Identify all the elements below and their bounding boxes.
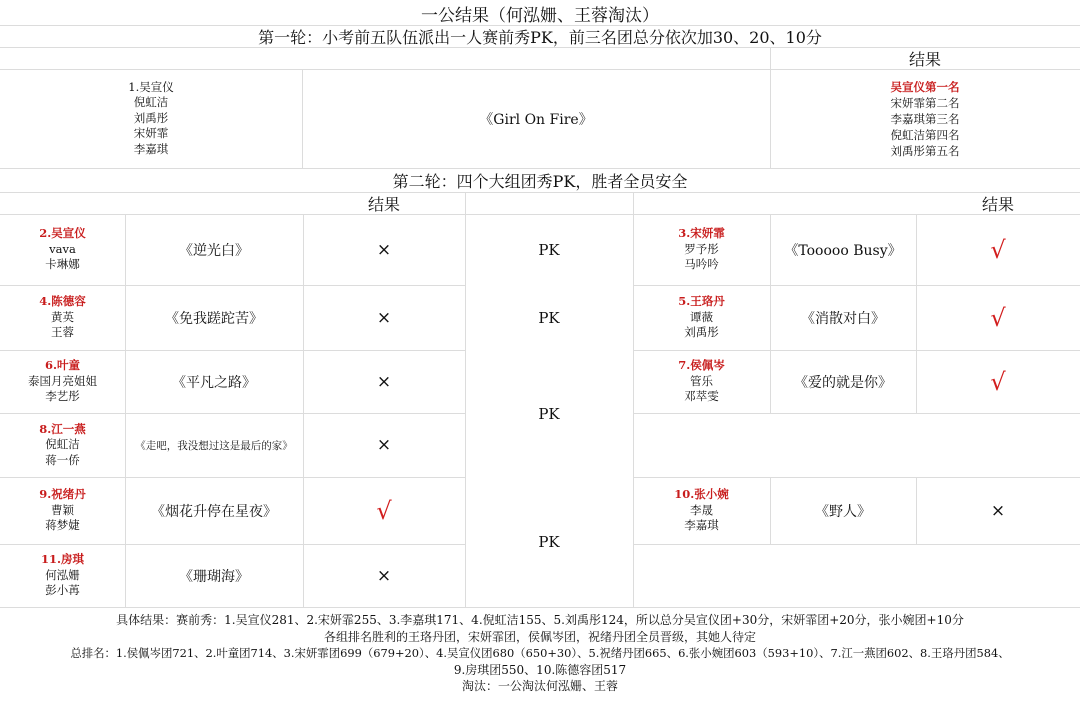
team-cell — [0, 413, 125, 477]
round2-result-label-left: 结果 — [367, 194, 400, 214]
participant: 1.吴宣仪 — [128, 79, 174, 94]
team-member: 蒋一侨 — [45, 452, 80, 467]
pk-label: PK — [538, 240, 560, 259]
ranking-item: 刘禹彤第五名 — [890, 143, 960, 158]
summary-line: 具体结果：赛前秀：1.吴宣仪281、2.宋妍霏255、3.李嘉琪171、4.倪虹洁155、5.刘禹彤124，所以总分吴宣仪团+30分，宋妍霏团+20分，张小婉团+10分 — [116, 613, 964, 627]
team-member: 黄英 — [50, 309, 74, 324]
team-member: 彭小苒 — [45, 583, 80, 598]
pk-label: PK — [538, 533, 560, 551]
team-member: 王蓉 — [50, 325, 74, 340]
team-cell — [633, 350, 770, 413]
team-song: 《野人》 — [815, 503, 871, 520]
team-leader: 8.江一燕 — [39, 421, 86, 436]
team-member: 罗予彤 — [684, 241, 719, 256]
participant: 宋妍霏 — [133, 126, 169, 141]
result-cross-icon: × — [376, 307, 392, 328]
team-member: 李嘉琪 — [684, 518, 719, 533]
team-leader: 10.张小婉 — [674, 487, 729, 502]
team-member: 泰国月亮姐姐 — [28, 373, 97, 388]
team-song: 《逆光白》 — [179, 242, 249, 259]
team-song: 《Tooooo Busy》 — [784, 242, 902, 259]
team-song: 《珊瑚海》 — [179, 568, 249, 585]
team-leader: 6.叶童 — [44, 358, 80, 373]
result-cross-icon: × — [376, 239, 392, 260]
result-check-icon: √ — [990, 303, 1006, 332]
ranking-item: 李嘉琪第三名 — [890, 111, 960, 126]
round2-result-label-right: 结果 — [981, 194, 1014, 214]
round2-title: 第二轮：四个大组团秀PK，胜者全员安全 — [392, 172, 688, 191]
result-check-icon: √ — [376, 496, 392, 525]
team-cell — [0, 477, 125, 544]
team-member: 马吟吟 — [684, 257, 719, 272]
team-leader: 5.王珞丹 — [678, 294, 725, 309]
team-cell — [633, 285, 770, 350]
team-cell — [633, 214, 770, 285]
team-leader: 3.宋妍霏 — [678, 226, 725, 241]
team-cell — [0, 350, 125, 413]
team-cell — [0, 285, 125, 350]
result-cross-icon: × — [990, 500, 1006, 521]
team-member: 卡琳娜 — [45, 257, 80, 272]
team-song: 《爱的就是你》 — [794, 374, 892, 391]
summary-footer — [0, 612, 1080, 716]
team-song: 《平凡之路》 — [172, 374, 256, 391]
team-cell — [633, 477, 770, 544]
team-member: 李艺彤 — [45, 389, 80, 404]
team-cell — [0, 544, 125, 607]
team-song: 《免我蹉跎苦》 — [165, 310, 263, 327]
team-leader: 11.房琪 — [40, 552, 84, 567]
result-check-icon: √ — [990, 235, 1006, 264]
team-leader: 9.祝绪丹 — [39, 487, 86, 502]
summary-line: 淘汰：一公淘汰何泓姗、王蓉 — [461, 679, 618, 693]
team-member: 邓萃雯 — [684, 389, 719, 404]
pk-label: PK — [538, 308, 560, 327]
team-member: 何泓姗 — [45, 567, 80, 582]
team-cell — [0, 214, 125, 285]
participant: 刘禹彤 — [133, 110, 169, 125]
team-member: 李晟 — [689, 502, 713, 517]
team-member: 管乐 — [689, 373, 713, 388]
team-leader: 2.吴宣仪 — [39, 226, 86, 241]
ranking-first: 吴宣仪第一名 — [890, 79, 960, 94]
ranking-item: 宋妍霏第二名 — [890, 95, 960, 110]
result-cross-icon: × — [376, 565, 392, 586]
result-cross-icon: × — [376, 435, 392, 455]
result-check-icon: √ — [990, 367, 1006, 396]
round1-title: 第一轮：小考前五队伍派出一人赛前秀PK，前三名团总分依次加30、20、10分 — [258, 27, 822, 47]
team-member: 蒋梦婕 — [45, 518, 80, 533]
participant: 倪虹洁 — [133, 95, 169, 110]
ranking-item: 倪虹洁第四名 — [890, 127, 960, 142]
page-title: 一公结果（何泓姗、王蓉淘汰） — [421, 5, 659, 26]
team-member: 谭薇 — [689, 309, 713, 324]
participant: 李嘉琪 — [133, 141, 169, 156]
round1-song: 《Girl On Fire》 — [479, 111, 593, 128]
team-member: 刘禹彤 — [684, 325, 719, 340]
team-song: 《消散对白》 — [801, 310, 885, 327]
round1-result-label: 结果 — [908, 49, 941, 69]
summary-line: 9.房琪团550、10.陈德容团517 — [453, 662, 627, 677]
round1-participants — [0, 69, 302, 168]
summary-line: 各组排名胜利的王珞丹团，宋妍霏团，侯佩岑团，祝绪丹团全员晋级，其她人待定 — [323, 629, 756, 644]
team-song: 《烟花升停在星夜》 — [151, 503, 277, 520]
team-member: 倪虹洁 — [45, 437, 80, 452]
summary-line: 总排名：1.侯佩岑团721、2.叶童团714、3.宋妍霏团699（679+20）、4.吴宣仪团680（650+30）、5.祝绪丹团665、6.张小婉团603（593+10）、7.江一燕团602、8.王珞丹团584、 — [70, 646, 1010, 660]
pk-label: PK — [538, 404, 560, 423]
round1-ranking — [770, 69, 1080, 168]
team-song: 《走吧，我没想过这是最后的家》 — [135, 439, 293, 452]
team-leader: 7.侯佩岑 — [678, 358, 725, 373]
result-cross-icon: × — [376, 371, 392, 392]
team-member: vava — [49, 241, 76, 256]
team-member: 曹颖 — [50, 502, 74, 517]
team-leader: 4.陈德容 — [39, 294, 86, 309]
